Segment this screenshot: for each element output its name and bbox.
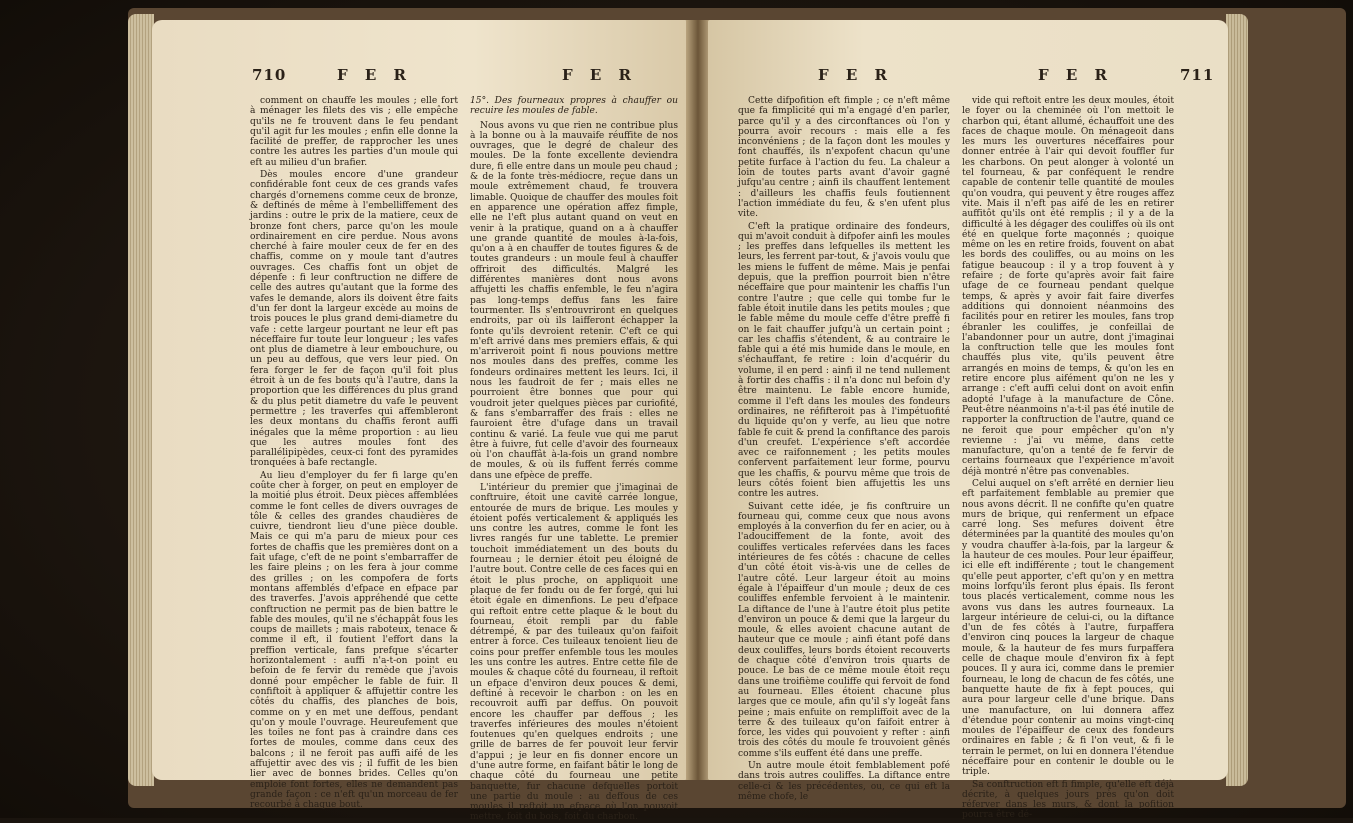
paragraph: Suivant cette idée, je fis conftruire un fourneau qui, comme ceux que nous avons employés à la converfion du fer en acier, ou à l'adouciffement de la fonte, avoit des couliffes verticales refervées dans les faces intérieures de fes côtés : chacune de celles d'un côté étoit vis-à-vis une de celles de l'autre côté. Leur largeur étoit au moins égale à l'épaiffeur d'un moule ; deux de ces couliffes enfemble fervoient à le maintenir. La diftance de l'une à l'autre étoit plus petite d'environ un pouce & demi que la largeur du moule, & elles avoient chacune autant de hauteur que ce moule ; ainfi étant pofé dans deux couliffes, leurs bords étoient recouverts de chaque côté d'environ trois quarts de pouce. Le bas de ce même moule étoit reçu dans une troifième couliffe qui fervoit de fond au fourneau. Elles étoient chacune plus larges que ce moule, afin qu'il s'y logeât fans peine ; mais enfuite on rempliffoit avec de la terre & des tuileaux qu'on faifoit entrer à force, les vides qui pouvoient y refter : ainfi trois des côtés du moule fe trouvoient gênés comme s'ils euffent été dans une preffe. [738,501,950,759]
right-page-column-2 [962,96,1174,821]
page-edges-left [128,14,154,786]
right-page-number: 711 [1180,66,1215,84]
paragraph: Celui auquel on s'eft arrêté en dernier lieu eft parfaitement femblable au premier que nous avons décrit. Il ne confifte qu'en quatre murs de brique, qui renferment un efpace carré long. Ses mefures doivent être déterminées par la quantité des moules qu'on y voudra chauffer à-la-fois, par la largeur & la hauteur de ces moules. Pour leur épaiffeur, ici elle eft indifférente ; tout le changement qu'elle peut apporter, c'eft qu'on y en mettra moins lorfqu'ils feront plus épais. Ils feront tous placés verticalement, comme nous les avons vus dans les autres fourneaux. La largeur intérieure de celui-ci, ou la diftance d'un de fes côtés à l'autre, furpaffera d'environ cinq pouces la largeur de chaque moule, & la hauteur de fes murs furpaffera celle de chaque moule d'environ fix à fept pouces. Il y aura ici, comme dans le premier fourneau, le long de chacun de fes côtés, une banquette haute de fix à fept pouces, qui aura pour largeur celle d'une brique. Dans une manufacture, on lui donnera affez d'étendue pour contenir au moins vingt-cinq moules de l'épaiffeur de ceux des fondeurs ordinaires en fable ; & fi l'on veut, & fi le terrain le permet, on lui en donnera l'étendue néceffaire pour en contenir le double ou le triple. [962,478,1174,778]
paragraph: Un autre moule étoit femblablement pofé dans trois autres couliffes. La diftance entre celle-ci & les précédentes, ou, ce qui eft la même chofe, le [738,761,950,802]
section-title: 15°. Des fourneaux propres à chauffer ou recuire les moules de fable. [470,96,678,117]
left-page-column-1 [250,96,458,811]
left-page-column-2 [470,96,678,823]
paragraph: Sa conftruction eft fi fimple, qu'elle eft déjà décrite, à quelques jours près qu'on doit réferver dans les murs, & dont la pofition pourra être dé- [962,779,1174,821]
paragraph: C'eft la pratique ordinaire des fondeurs, qui m'avoit conduit à difpofer ainfi les moules ; les preffes dans lefquelles ils mettent les leurs, les ferrent par-tout, & j'avois voulu que les miens le fuffent de même. Mais je penfai depuis, que la preffion pourroit bien n'être néceffaire que pour maintenir les chaffis l'un contre l'autre ; que celle qui tombe fur le fable étoit inutile dans les petits moules ; que le fable même du moule ceffe d'être preffé fi on le fait chauffer jufqu'à un certain point ; car les chaffis s'étendent, & au contraire le fable qui a été mis humide dans le moule, en s'échauffant, fe retire : loin d'acquérir du volume, il en perd : ainfi il ne tend nullement à fortir des chaffis : il n'a donc nul befoin d'y être maintenu. Le fable encore humide, comme il l'eft dans les moules des fondeurs ordinaires, ne réfifteroit pas à l'impétuofité du liquide qu'on y verfe, au lieu que notre fable fe cuit & prend la confiftance des parois d'un creufet. L'expérience s'eft accordée avec ce raifonnement ; les petits moules confervent parfaitement leur forme, pourvu que les chaffis, & pourvu même que trois de leurs côtés foient bien affujettis les uns contre les autres. [738,221,950,500]
left-running-head-1: F E R [337,66,412,84]
right-running-head-1: F E R [818,66,893,84]
paragraph: Cette difpofition eft fimple ; ce n'eft même que fa fimplicité qui m'a engagé d'en parler, parce qu'il y a des circonftances où l'on y pourra avoir recours : mais elle a fes inconvéniens ; de la façon dont les moules y font chauffés, ils n'expofent chacun qu'une petite furface à l'action du feu. La chaleur a loin de toutes parts avant d'avoir gagné jufqu'au centre ; ainfi ils chauffent lentement : d'ailleurs les chaffis feuls foutiennent l'action immédiate du feu, & s'en ufent plus vite. [738,96,950,220]
paragraph: Nous avons vu que rien ne contribue plus à la bonne ou à la mauvaife réuffite de nos ouvrages, que le degré de chaleur des moules. De la fonte excellente deviendra dure, fi elle entre dans un moule peu chaud ; & de la fonte très-médiocre, reçue dans un moule extrêmement chaud, fe trouvera limable. Quoique de chauffer des moules foit en apparence une opération affez fimple, elle ne l'eft plus autant quand on veut en venir à la pratique, quand on a à chauffer une grande quantité de moules à-la-fois, qu'on a à en chauffer de toutes figures & de toutes grandeurs : un moule feul à chauffer offriroit des difficultés. Malgré les différentes manières dont nous avons affujetti les chaffis enfemble, le feu n'agira pas long-temps deffus fans les faire tourmenter. Ils s'entrouvriront en quelques endroits, par où ils laifferont échapper la fonte qu'ils devroient retenir. C'eft ce qui m'eft arrivé dans mes premiers effais, & qui m'arriveroit point fi nous pouvions mettre nos moules dans des preffes, comme les fondeurs ordinaires mettent les leurs. Ici, il nous les faudroit de fer ; mais elles ne pourroient être bonnes que pour qui voudroit jeter quelques pièces par curiofité, & fans s'embarraffer des frais : elles ne fauroient être d'ufage dans un travail continu & varié. La feule vue qui me parut être à fuivre, fut celle d'avoir des fourneaux où l'on chauffât à-la-fois un grand nombre de moules, & où ils fuffent ferrés comme dans une efpèce de preffe. [470,120,678,481]
right-page-column-1 [738,96,950,802]
paragraph: vide qui reftoit entre les deux moules, étoit le foyer ou la cheminée où l'on mettoit le charbon qui, étant allumé, échauffoit une des faces de chaque moule. On ménageoit dans les murs les ouvertures néceffaires pour donner entrée à l'air qui devoit fouffler fur les charbons. On peut alonger à volonté un tel fourneau, & par conféquent le rendre capable de contenir telle quantité de moules qu'on voudra, qui peuvent y être rouges affez vite. Mais il n'eft pas aifé de les en retirer auffitôt qu'ils ont été remplis ; il y a de la difficulté à les dégager des couliffes où ils ont été en quelque forte maçonnés ; quoique même on les en retire froids, fouvent on abat les bords des couliffes, ou au moins on les fatigue beaucoup : il y a trop fouvent à y refaire ; de forte qu'après avoir fait faire ufage de ce fourneau pendant quelque temps, & après y avoir fait faire diverfes additions qui donnoient néanmoins des facilités pour en retirer les moules, fans trop ébranler les couliffes, je confeillai de l'abandonner pour un autre, dont j'imaginai la conftruction telle que les moules font chauffés plus vite, qu'ils peuvent être arrangés en moins de temps, & qu'on les en retire encore plus aifément qu'on ne les y arrange : c'eft auffi celui dont on avoit enfin adopté l'ufage à la manufacture de Cône. Peut-être néanmoins n'a-t-il pas été inutile de rapporter la conftruction de l'autre, quand ce ne feroit que pour empêcher qu'on n'y revienne : j'ai vu même, dans cette manufacture, qu'on a tenté de fe fervir de certains fourneaux que l'expérience m'avoit déjà montré n'être pas convenables. [962,96,1174,477]
left-page [152,20,687,823]
paragraph: Dès moules encore d'une grandeur confidérable font ceux de ces grands vafes chargés d'ornemens comme ceux de bronze, & deftinés de même à l'embelliffement des jardins : outre le prix de la matiere, ceux de bronze font chers, parce qu'on les moule ordinairement en cire perdue. Nous avons cherché à faire mouler ceux de fer en des chaffis, comme on y moule tant d'autres ouvrages. Ces chaffis font un objet de dépenfe : fi leur conftruction ne differe de celle des autres qu'autant que la forme des vafes le demande, alors ils doivent être faits d'un fer dont la largeur excède au moins de trois pouces le plus grand demi-diametre du vafe : cette largeur pourtant ne leur eft pas néceffaire fur toute leur longueur ; les vafes ont plus de diametre à leur embouchure, ou un peu au deffous, que vers leur pied. On fera forger le fer de façon qu'il foit plus étroit à un de fes bouts qu'à l'autre, dans la proportion que les différences du plus grand & du plus petit diametre du vafe le peuvent permettre ; les traverfes qui affembleront les deux montans du chaffis feront auffi inégales que la même proportion : au lieu que les autres moules font des parallélipipèdes, ceux-ci font des pyramides tronquées à bafe rectangle. [250,170,458,469]
left-page-header [152,66,687,86]
right-running-head-2: F E R [1038,66,1113,84]
left-page-number: 710 [252,66,287,84]
right-page-header [708,66,1228,86]
paragraph: comment on chauffe les moules ; elle fort à ménager les filets des vis ; elle empêche qu'ils ne fe trouvent dans le feu pendant qu'il agit fur les moules ; enfin elle donne la facilité de preffer, de rapprocher les unes contre les autres les parties d'un moule qui eft au milieu d'un brafier. [250,96,458,168]
page-edges-right [1226,14,1248,786]
book-gutter [686,20,710,780]
right-page [708,20,1228,821]
left-running-head-2: F E R [562,66,637,84]
paragraph: Au lieu d'employer du fer fi large qu'en coûte cher à forger, on peut en employer de la moitié plus étroit. Deux pièces affemblées comme le font celles de divers ouvrages de tôle & celles des grandes chaudières de cuivre, tiendront lieu d'une pièce double. Mais ce qui m'a paru de mieux pour ces fortes de chaffis que les premières dont on a fait ufage, c'eft de ne point s'embarraffer de les faire pleins ; on les fera à jour comme des grilles ; on les compofera de forts montans affemblés d'efpace en efpace par des traverfes. J'avois appréhendé que cette conftruction ne permit pas de bien battre le fable des moules, qu'il ne s'échappât fous les coups de maillets ; mais raboteux, tenace & comme il eft, il foutient l'effort dans la preffion verticale, fans prefque s'écarter horizontalement : auffi n'a-t-on point eu befoin de fe fervir du remède que j'avois donné pour empêcher le fable de fuir. Il confiftoit à appliquer & affujettir contre les côtés du chaffis, des planches de bois, comme on y en met une deffous, pendant qu'on y moule l'ouvrage. Heureufement que les toiles ne font pas à craindre dans ces fortes de moules, comme dans ceux des balcons ; il ne feroit pas auffi aifé de les affujettir avec des vis ; il fuffit de les bien lier avec de bonnes brides. Celles qu'on emploie font fortes, elles ne demandent pas grande façon : ce n'eft qu'un morceau de fer recourbé à chaque bout. [250,470,458,811]
paragraph: L'intérieur du premier que j'imaginai de conftruire, étoit une cavité carrée longue, entourée de murs de brique. Les moules y étoient pofés verticalement & appliqués les uns contre les autres, comme le font les livres rangés fur une tablette. Le premier touchoit immédiatement un des bouts du fourneau ; le dernier étoit peu éloigné de l'autre bout. Contre celle de ces faces qui en étoit le plus proche, on appliquoit une plaque de fer fondu ou de fer forgé, qui lui étoit égale en dimenfions. Le peu d'efpace qui reftoit entre cette plaque & le bout du fourneau, étoit rempli par du fable détrempé, & par des tuileaux qu'on faifoit entrer à force. Ces tuileaux tenoient lieu de coins pour preffer enfemble tous les moules les uns contre les autres. Entre cette file de moules & chaque côté du fourneau, il reftoit un efpace d'environ deux pouces & demi, deftiné à recevoir le charbon : on les en recouvroit auffi par deffus. On pouvoit encore les chauffer par deffous ; les traverfes inférieures des moules n'étoient foutenues qu'en quelques endroits ; une grille de barres de fer pouvoit leur fervir d'appui ; je leur en fis donner encore un d'une autre forme, en faifant bâtir le long de chaque côté du fourneau une petite banquette, fur chacune defquelles portoit une partie du moule : au deffous de ces moules il reftoit un efpace où l'on pouvoit mettre, foit du bois, foit du charbon. [470,482,678,823]
